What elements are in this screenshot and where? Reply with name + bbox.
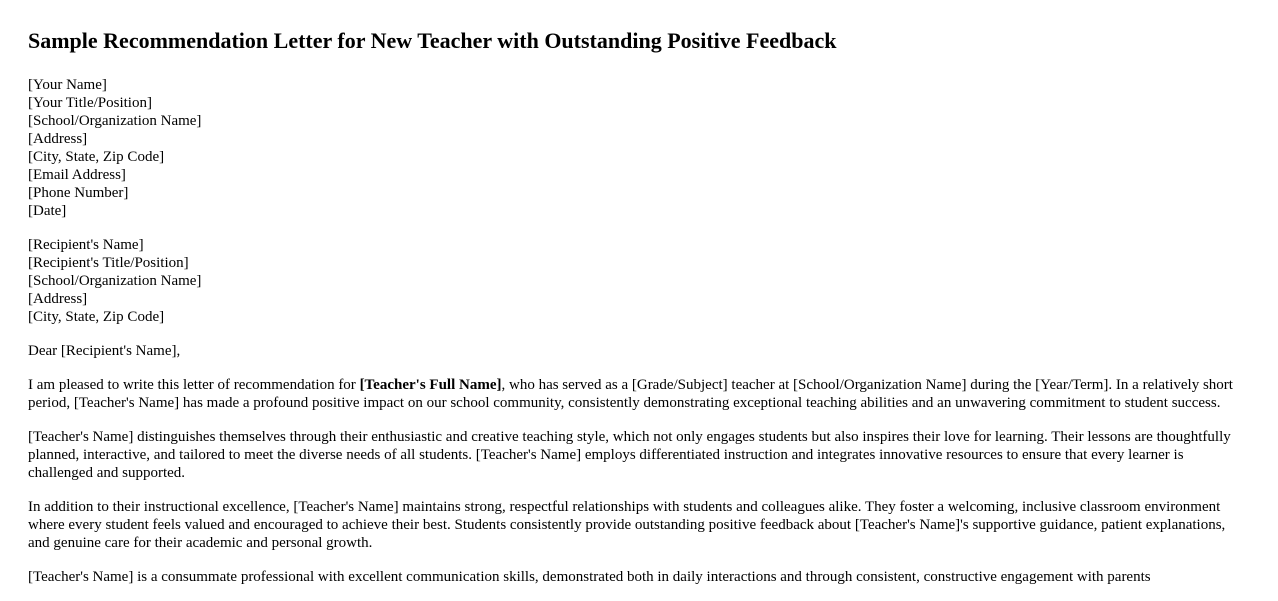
- sender-address: [Address]: [28, 131, 88, 147]
- paragraph-intro-start: I am pleased to write this letter of recommendation for: [28, 377, 360, 393]
- paragraph-intro-end: , who has served as a [Grade/Subject] teacher at [School/Organization Name] during the [Year/Term]. In a relatively short period, [Teacher's Name] has made a profound positive impact on our school community, consistently demonstrating exceptional teaching abilities and an unwavering commitment to student success.: [28, 377, 1233, 411]
- sender-city-state-zip: [City, State, Zip Code]: [28, 149, 165, 165]
- recipient-title: [Recipient's Title/Position]: [28, 255, 189, 271]
- page-title: Sample Recommendation Letter for New Teacher with Outstanding Positive Feedback: [28, 28, 837, 53]
- sender-block: [28, 76, 1250, 220]
- sender-organization: [School/Organization Name]: [28, 113, 202, 129]
- paragraph-teaching-style: [Teacher's Name] distinguishes themselves through their enthusiastic and creative teaching style, which not only engages students but also inspires their love for learning. Their lessons are thoughtfully planned, interactive, and tailored to meet the diverse needs of all students. [Teacher's Name] employs differentiated instruction and integrates innovative resources to ensure that every learner is challenged and supported.: [28, 429, 1231, 481]
- recipient-name: [Recipient's Name]: [28, 237, 144, 253]
- sender-phone: [Phone Number]: [28, 185, 129, 201]
- teacher-full-name: [Teacher's Full Name]: [359, 377, 502, 393]
- paragraph-intro: [28, 376, 1250, 412]
- recipient-city-state-zip: [City, State, Zip Code]: [28, 309, 165, 325]
- recipient-address: [Address]: [28, 291, 88, 307]
- sender-name: [Your Name]: [28, 77, 107, 93]
- paragraph-professionalism: [Teacher's Name] is a consummate professional with excellent communication skills, demonstrated both in daily interactions and through consistent, constructive engagement with parents: [28, 569, 1151, 585]
- paragraph-relationships: In addition to their instructional excellence, [Teacher's Name] maintains strong, respectful relationships with students and colleagues alike. They foster a welcoming, inclusive classroom environment where every student feels valued and encouraged to achieve their best. Students consistently provide outstanding positive feedback about [Teacher's Name]'s supportive guidance, patient explanations, and genuine care for their academic and personal growth.: [28, 499, 1226, 551]
- sender-email: [Email Address]: [28, 167, 126, 183]
- salutation: Dear [Recipient's Name],: [28, 343, 181, 359]
- recipient-block: [28, 236, 1250, 326]
- recipient-organization: [School/Organization Name]: [28, 273, 202, 289]
- sender-title: [Your Title/Position]: [28, 95, 152, 111]
- sender-date: [Date]: [28, 203, 67, 219]
